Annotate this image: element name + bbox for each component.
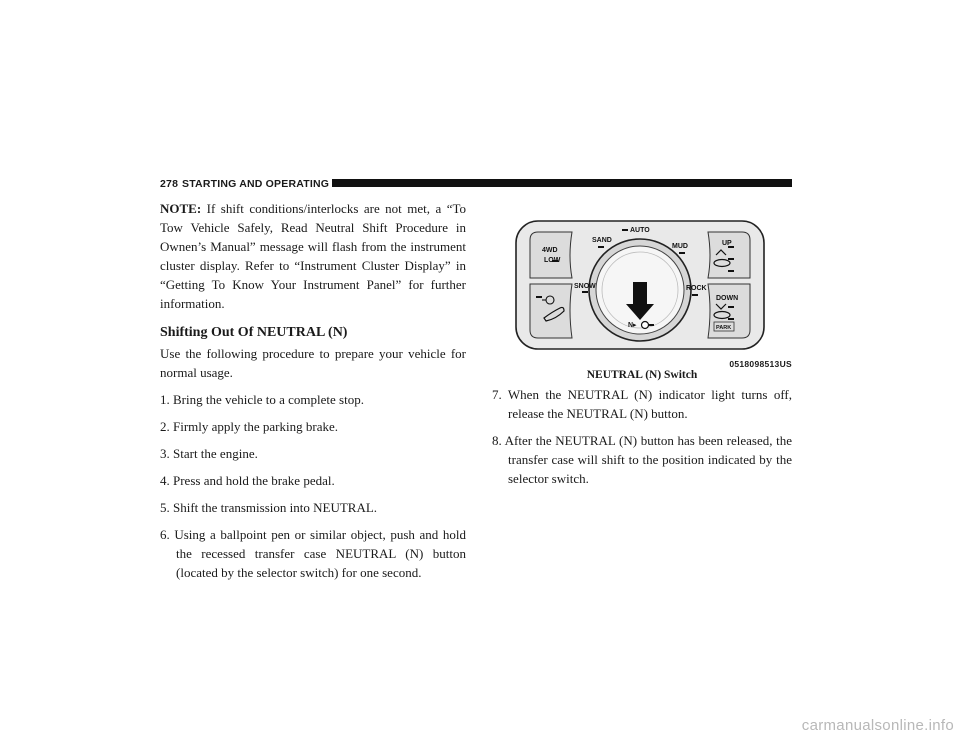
label-rock: ROCK bbox=[686, 285, 707, 292]
page-number: 278 bbox=[160, 178, 179, 190]
label-mud: MUD bbox=[672, 243, 688, 250]
step-item: 5. Shift the transmission into NEUTRAL. bbox=[160, 500, 378, 515]
four-wd-low-button bbox=[530, 232, 572, 278]
step-item: 4. Press and hold the brake pedal. bbox=[160, 473, 335, 488]
watermark: carmanualsonline.info bbox=[801, 717, 954, 734]
step-item: 7. When the NEUTRAL (N) indicator light turns off, release the NEUTRAL (N) button. bbox=[492, 387, 792, 421]
label-sand: SAND bbox=[592, 237, 612, 244]
section-subheading: Shifting Out Of NEUTRAL (N) bbox=[160, 325, 348, 340]
label-four-wd: 4WD bbox=[542, 247, 558, 254]
step-item: 1. Bring the vehicle to a complete stop. bbox=[160, 392, 364, 407]
indicator-light bbox=[692, 294, 698, 296]
label-low: LOW bbox=[544, 257, 561, 264]
section-title: STARTING AND OPERATING bbox=[182, 178, 330, 190]
step-item: 3. Start the engine. bbox=[160, 446, 258, 461]
indicator-light bbox=[679, 252, 685, 254]
indicator-light bbox=[728, 258, 734, 260]
indicator-light bbox=[598, 246, 604, 248]
right-column bbox=[492, 218, 792, 488]
hill-descent-button bbox=[530, 284, 572, 338]
label-snow: SNOW bbox=[574, 283, 596, 290]
neutral-switch-figure bbox=[492, 218, 792, 369]
label-up: UP bbox=[722, 240, 732, 247]
indicator-light bbox=[728, 318, 734, 320]
label-down: DOWN bbox=[716, 295, 739, 302]
note-label: NOTE: bbox=[160, 201, 202, 216]
left-column bbox=[160, 199, 466, 582]
step-item: 6. Using a ballpoint pen or similar object, push and hold the recessed transfer case NEUTRAL (N) button (located by the selector switch) for one second. bbox=[160, 527, 466, 580]
indicator-light bbox=[536, 296, 542, 298]
indicator-light bbox=[728, 270, 734, 272]
indicator-light bbox=[728, 306, 734, 308]
neutral-button bbox=[642, 322, 649, 329]
indicator-light bbox=[582, 291, 588, 293]
step-item: 2. Firmly apply the parking brake. bbox=[160, 419, 338, 434]
label-auto: AUTO bbox=[630, 227, 650, 234]
header-rule bbox=[332, 179, 792, 187]
intro-paragraph: Use the following procedure to prepare your vehicle for normal usage. bbox=[160, 346, 466, 380]
page-header bbox=[160, 178, 792, 192]
note-paragraph bbox=[160, 199, 466, 313]
label-park: PARK bbox=[716, 325, 732, 331]
note-text: If shift conditions/interlocks are not met, a “To Tow Vehicle Safely, Read Neutral Shift Procedure in Ownen’s Manual” message will flash from the instrument cluster display. Refer to “Instrument Cluster Display” in “Getting To Know Your Instrument Panel” for further information. bbox=[160, 201, 466, 311]
selector-switch-illustration bbox=[492, 218, 792, 366]
indicator-light bbox=[622, 229, 628, 231]
label-neutral: N▸ bbox=[628, 322, 637, 329]
step-item: 8. After the NEUTRAL (N) button has been released, the transfer case will shift to the position indicated by the selector switch. bbox=[492, 433, 792, 486]
figure-code: 0518098513US bbox=[729, 359, 792, 369]
figure-caption: NEUTRAL (N) Switch bbox=[586, 369, 698, 381]
